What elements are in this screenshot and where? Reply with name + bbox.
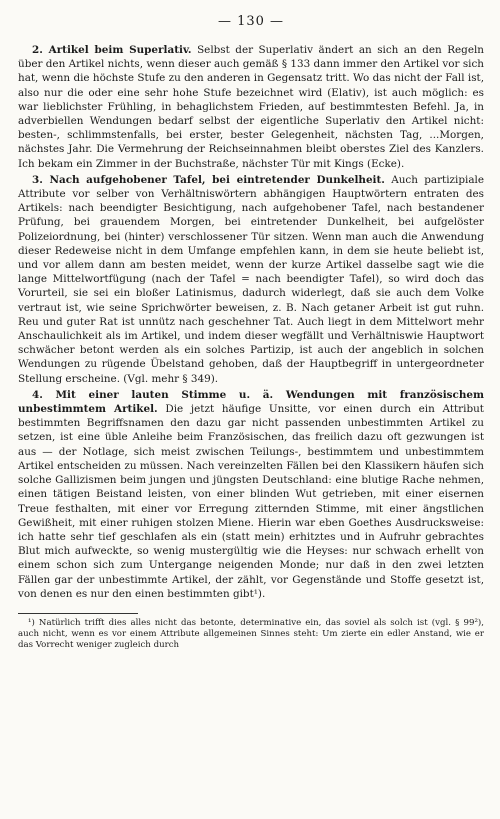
section-franzoesisch bbox=[18, 388, 484, 601]
footnote-divider bbox=[18, 613, 138, 614]
section-heading: 4. Mit einer lauten Stimme u. ä. Wendungen mit französischem unbestimmtem Artikel. bbox=[18, 388, 484, 416]
section-heading: 2. Artikel beim Superlativ. bbox=[32, 44, 192, 56]
page-number: — 130 — bbox=[217, 14, 285, 29]
section-partizip bbox=[18, 173, 484, 386]
footnote: ¹) Natürlich trifft dies alles nicht das betonte, determinative ein, das soviel als solch ist (vgl. § 99²), auch nicht, wenn es vor einem Attribute allgemeinen Sinnes steht: Um zierte ein edler Anstand, wie er das Vorrecht weniger zugleich durch bbox=[18, 617, 484, 650]
section-heading: 3. Nach aufgehobener Tafel, bei eintretender Dunkelheit. bbox=[32, 173, 385, 186]
section-body: Die jetzt häufige Unsitte, vor einen durch ein Attribut bestimmten Begriffsnamen den dazu gar nicht passenden unbestimmten Artikel zu setzen, ist eine üble Anleihe beim Französischen, das freilich dazu oft gezwungen ist aus — der Notlage, sich meist zwischen Teilungs-, bestimmtem und unbestimmtem Artikel entscheiden zu müssen. Nach vereinzelten Fällen bei den Klassikern häufen sich solche Gallizismen beim jungen und jüngsten Deutschland: eine blutige Rache nehmen, einen tätigen Beistand leisten, von einer blinden Wut getrieben, mit einer eisernen Treue festhalten, mit einer vor Erregung zitternden Stimme, mit einer ängstlichen Gewißheit, mit einer ruhigen stolzen Miene. Hierin war eben Goethes Ausdrucksweise: ich hatte sehr tief geschlafen als ein (statt mein) erhitztes und in Aufruhr gebrachtes Blut mich aufweckte, so wenig mustergültig wie die Heyses: nur schwach erhellt von einem schon sich zum Untergange neigenden Monde; nur daß in den zwei letzten Fällen gar der unbestimmte Artikel, der zählt, vor Gegenstände und Stoffe gesetzt ist, von denen es nur den einen bestimmten gibt¹). bbox=[18, 403, 484, 600]
section-superlativ bbox=[18, 43, 484, 171]
section-body: Auch partizipiale Attribute vor selber von Verhältniswörtern abhängigen Hauptwörtern entraten des Artikels: nach beendigter Besichtigung, nach aufgehobener Tafel, nach bestandener Prüfung, bei grauendem Morgen, bei eintretender Dunkelheit, bei aufgelöster Polizeiordnung, bei (hinter) verschlossener Tür sitzen. Wenn man auch die Anwendung dieser Redeweise nicht in dem Umfange empfehlen kann, in dem sie heute beliebt ist, und vor allem dann am besten meidet, wenn der kurze Artikel dasselbe sagt wie die lange Mittelwortfügung (nach der Tafel = nach beendigter Tafel), so wird doch das Vorurteil, sie sei ein bloßer Latinismus, dadurch widerlegt, daß sie auch dem Volke vertraut ist, wie seine Sprichwörter beweisen, z. B. Nach getaner Arbeit ist gut ruhn. Reu und guter Rat ist unnütz nach geschehner Tat. Auch liegt in dem Mittelwort mehr Anschaulichkeit als im Artikel, und indem dieser wegfällt und Verhältniswie Hauptwort schwächer betont werden als ein solches Partizip, ist auch der angeblich in solchen Wendungen zu rügende Übelstand gehoben, daß der Hauptbegriff in untergeordneter Stellung erscheine. (Vgl. mehr § 349). bbox=[18, 173, 484, 385]
section-body: Selbst der Superlativ ändert an sich an den Regeln über den Artikel nichts, wenn dieser auch gemäß § 133 dann immer den Artikel vor sich hat, wenn die höchste Stufe zu den anderen in Gegensatz tritt. Wo das nicht der Fall ist, also nur die oder eine sehr hohe Stufe bezeichnet wird (Elativ), ist auch möglich: es war lieblichster Frühling, in behaglichstem Frieden, auf bestimmtesten Befehl. Ja, in adverbiellen Wendungen bedarf selbst der eigentliche Superlativ den Artikel nicht: besten-, schlimmstenfalls, bei erster, bester Gelegenheit, nächsten Tag, ...Morgen, nächstes Jahr. Die Vermehrung der Reichseinnahmen bleibt oberstes Ziel des Kanzlers. Ich bekam ein Zimmer in der Buchstraße, nächster Tür mit Kings (Ecke). bbox=[18, 44, 484, 170]
